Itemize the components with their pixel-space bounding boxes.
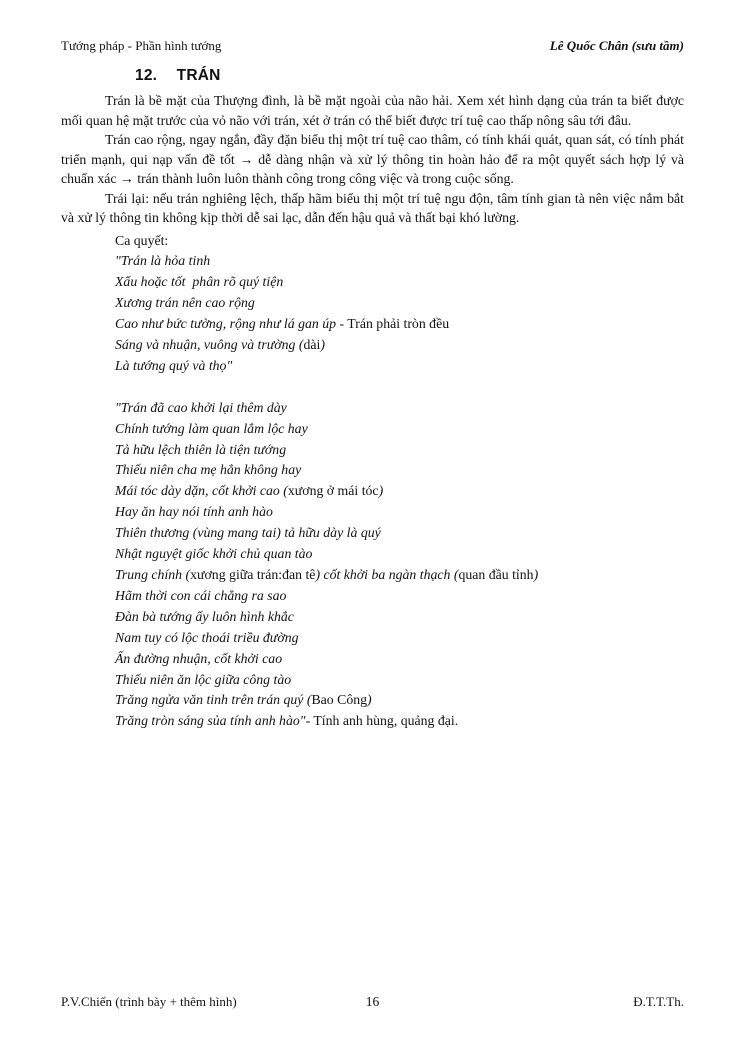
verse-line [61, 523, 684, 544]
verse-line [61, 440, 684, 461]
verse-segment-italic: Ấn đường nhuận, cốt khởi cao [115, 650, 283, 666]
verse-segment-regular: quan đầu tỉnh [458, 566, 534, 582]
section-title [135, 66, 684, 85]
ca-quyet-label: Ca quyết: [115, 232, 169, 248]
body-paragraphs [61, 91, 684, 228]
body-paragraph: Trán là bề mặt của Thượng đình, là bề mặt ngoài của não hải. Xem xét hình dạng của trán ta biết được mối quan hệ mặt trước của vỏ não với trán, xét ở trán có thể biết được trí tuệ cao thấp nông sâu tới đâu. [61, 93, 684, 128]
verse-segment-regular: Bao Công [311, 692, 368, 708]
verse-segment-regular: - Tính anh hùng, quảng đại. [305, 713, 459, 729]
verse-line [61, 586, 684, 607]
verse-line [61, 690, 684, 711]
verse-segment-italic: Sáng và nhuận, vuông và trường ( [115, 337, 304, 353]
verse-segment-italic: Nhật nguyệt giốc khởi chủ quan tào [115, 546, 313, 562]
verse-segment-italic: Xương trán nên cao rộng [115, 295, 255, 311]
verse-segment-italic: Chính tướng làm quan lắm lộc hay [115, 420, 308, 436]
verse-segment-italic: ) [320, 337, 325, 353]
verse-segment-italic: ) [367, 692, 372, 708]
verse-segment-italic: Trăng tròn sáng sủa tính anh hào" [115, 713, 306, 729]
verse-segment-regular: - Trán phải tròn đều [336, 316, 450, 332]
verse-block [61, 251, 684, 376]
verse-segment-regular: dài [303, 337, 321, 353]
verse-blocks [61, 251, 684, 732]
verse-segment-italic: ) [533, 566, 539, 582]
verse-segment-italic: Tả hữu lệch thiên là tiện tướng [115, 441, 287, 457]
verse-line [61, 419, 684, 440]
verse-line [61, 670, 684, 691]
verse-segment-italic: Xấu hoặc tốt phân rõ quý tiện [115, 274, 284, 290]
verse-segment-italic: ) [378, 483, 384, 499]
section-number: 12. [135, 67, 158, 84]
verse-segment-italic: Nam tuy có lộc thoái triều đường [115, 629, 299, 645]
body-paragraph: Trán cao rộng, ngay ngắn, đầy đặn biểu thị một trí tuệ cao thâm, có tính khái quát, quan sát, có tính phát triển mạnh, qui nạp vấn đề tốt → dễ dàng nhận và xử lý thông tin hoàn hảo để ra một quyết sách hợp lý và chuẩn xác → trán thành luôn luôn thành công trong công việc và trong cuộc sống. [61, 132, 684, 186]
verse-line [61, 628, 684, 649]
verse-segment-italic: Hãm thời con cái chẳng ra sao [115, 587, 287, 603]
verse-segment-italic: Thiếu niên ăn lộc giữa công tào [115, 671, 292, 687]
body-paragraph: Trái lại: nếu trán nghiêng lệch, thấp hãm biểu thị một trí tuệ ngu độn, tâm tính gian tà nên việc nắm bắt và xử lý thông tin không kịp thời dễ sai lạc, dẫn đến hậu quả và thất bại khó lường. [61, 190, 684, 225]
header-left-text: Tướng pháp - Phần hình tướng [61, 38, 222, 53]
footer-left-text: P.V.Chiến (trình bày + thêm hình) [61, 994, 237, 1009]
verse-line [61, 314, 684, 335]
verse-segment-italic: Đàn bà tướng ấy luôn hình khắc [115, 608, 294, 624]
page-content [61, 37, 684, 732]
verse-segment-italic: Mái tóc dày dặn, cốt khởi cao ( [115, 483, 288, 499]
verse-segment-regular: xương giữa trán:đan tê [190, 566, 316, 582]
footer-right-text: Đ.T.T.Th. [633, 994, 684, 1009]
verse-segment-italic: Thiên thương (vùng mang tai) tả hữu dày là quý [115, 525, 381, 541]
verse-line [61, 502, 684, 523]
verse-segment-italic: Trăng ngửa văn tinh trên trán quý ( [115, 692, 312, 708]
verse-segment-italic: Cao như bức tường, rộng như lá gan úp [115, 316, 337, 332]
verse-segment-italic: Trung chính ( [115, 566, 191, 582]
page-header [61, 37, 684, 54]
verse-line [61, 565, 684, 586]
footer-page-number: 16 [365, 994, 380, 1009]
verse-line [61, 481, 684, 502]
verse-line [61, 460, 684, 481]
verse-line [61, 293, 684, 314]
verse-segment-italic: Là tướng quý và thọ" [115, 357, 233, 373]
verse-line [61, 251, 684, 272]
header-right-text: Lê Quốc Chân (sưu tầm) [549, 38, 684, 53]
verse-segment-italic: "Trán là hỏa tinh [115, 253, 211, 269]
verse-segment-italic: ) cốt khởi ba ngàn thạch ( [315, 566, 459, 582]
verse-segment-italic: Thiếu niên cha mẹ hẳn không hay [115, 462, 302, 478]
verse-segment-italic: "Trán đã cao khởi lại thêm dày [115, 399, 287, 415]
verse-line [61, 649, 684, 670]
verse-line [61, 335, 684, 356]
verse-line [61, 544, 684, 565]
verse-line [61, 607, 684, 628]
verse-segment-italic: Hay ăn hay nói tính anh hào [115, 504, 273, 520]
verse-segment-regular: xương ở mái tóc [287, 483, 379, 499]
verse-line [61, 711, 684, 732]
verse-line [61, 356, 684, 377]
verse-line [61, 398, 684, 419]
section-title-text: TRÁN [176, 67, 221, 84]
verse-line [61, 272, 684, 293]
verse-block [61, 398, 684, 733]
